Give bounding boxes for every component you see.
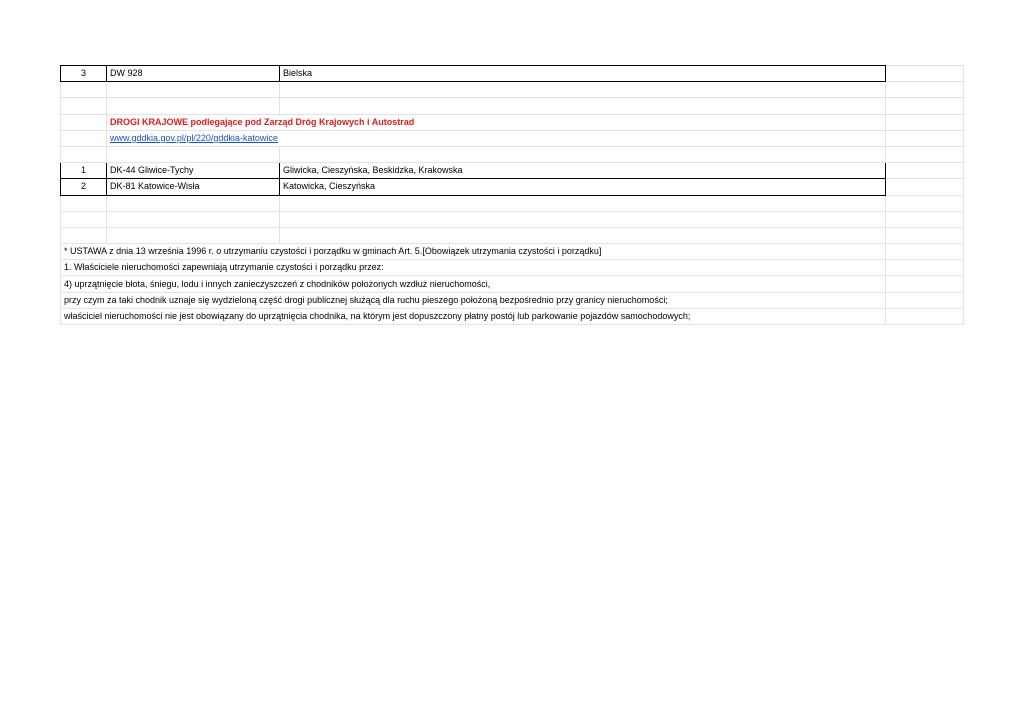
- empty-cell: [886, 179, 964, 195]
- row-number: 2: [61, 179, 107, 195]
- spreadsheet-table: [60, 65, 964, 325]
- note-row: [61, 308, 964, 324]
- note-text: przy czym za taki chodnik uznaje się wydzieloną część drogi publicznej służącą dla ruchu pieszego położoną bezpośrednio przy granicy nieruchomości;: [61, 292, 886, 308]
- note-text: 1. Właściciele nieruchomości zapewniają utrzymanie czystości i porządku przez:: [61, 260, 886, 276]
- road-name: DK-44 Gliwice-Tychy: [107, 163, 280, 179]
- empty-cell: [886, 66, 964, 82]
- empty-row: [61, 195, 964, 211]
- section-link-row: [61, 130, 964, 146]
- empty-cell: [886, 163, 964, 179]
- row-number: 3: [61, 66, 107, 82]
- note-text: * USTAWA z dnia 13 września 1996 r. o utrzymaniu czystości i porządku w gminach Art. 5.[Obowiązek utrzymania czystości i porządku]: [61, 244, 886, 260]
- empty-row: [61, 227, 964, 243]
- note-row: [61, 292, 964, 308]
- note-row: [61, 260, 964, 276]
- table-row: [61, 66, 964, 82]
- street-names: Katowicka, Cieszyńska: [280, 179, 886, 195]
- road-name: DK-81 Katowice-Wisła: [107, 179, 280, 195]
- note-row: [61, 276, 964, 292]
- note-text: właściciel nieruchomości nie jest obowiązany do uprzątnięcia chodnika, na którym jest dopuszczony płatny postój lub parkowanie pojazdów samochodowych;: [61, 308, 886, 324]
- empty-row: [61, 98, 964, 114]
- street-names: Bielska: [280, 66, 886, 82]
- empty-row: [61, 82, 964, 98]
- note-row: [61, 244, 964, 260]
- section-title-row: [61, 114, 964, 130]
- table-row: [61, 163, 964, 179]
- road-name: DW 928: [107, 66, 280, 82]
- row-number: 1: [61, 163, 107, 179]
- note-text: 4) uprzątnięcie błota, śniegu, lodu i innych zanieczyszczeń z chodników położonych wzdłuż nieruchomości,: [61, 276, 886, 292]
- table-row: [61, 179, 964, 195]
- empty-row: [61, 211, 964, 227]
- section-title: DROGI KRAJOWE podlegające pod Zarząd Dróg Krajowych i Autostrad: [107, 114, 886, 130]
- street-names: Gliwicka, Cieszyńska, Beskidzka, Krakowska: [280, 163, 886, 179]
- empty-row: [61, 146, 964, 162]
- gddkia-link[interactable]: www.gddkia.gov.pl/pl/220/gddkia-katowice: [110, 132, 278, 143]
